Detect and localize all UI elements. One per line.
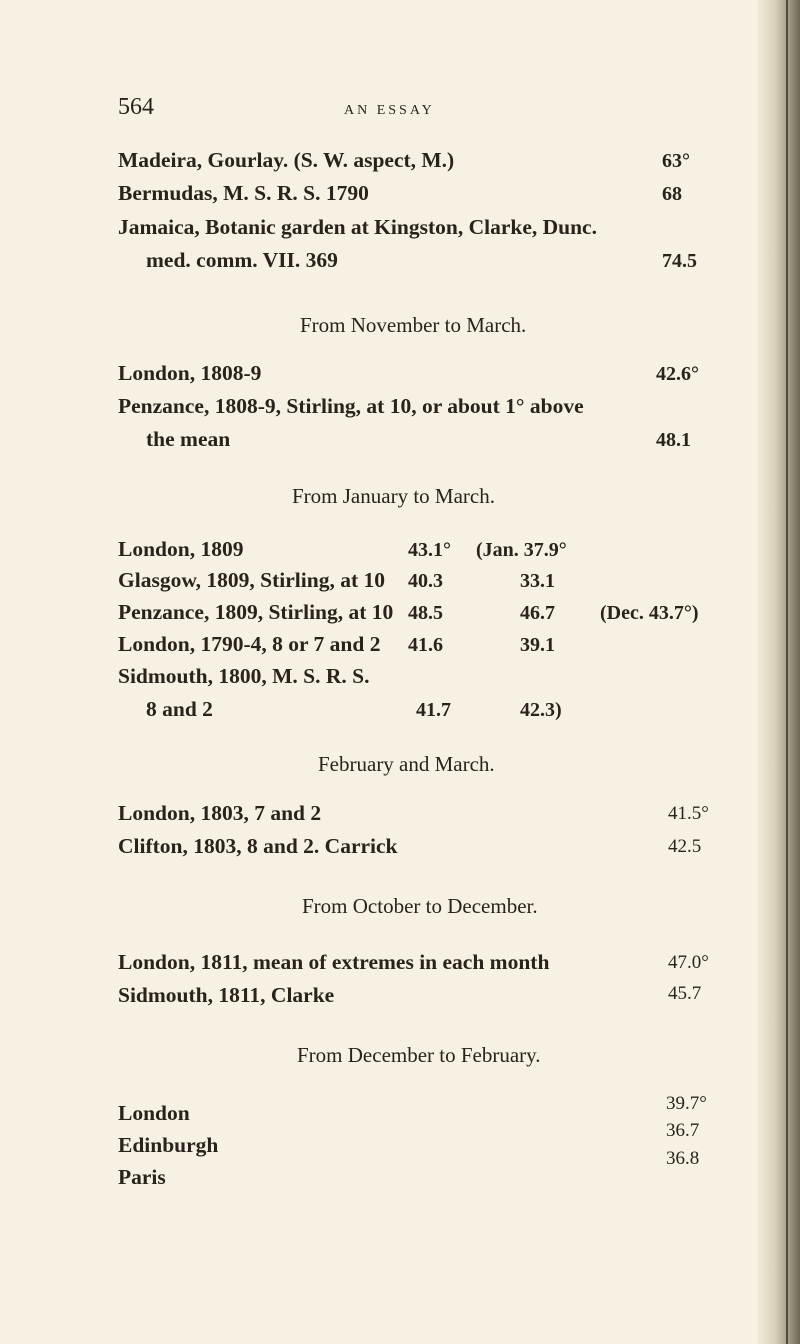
value-penzance-1809-dec: (Dec. 43.7°) [600,602,699,624]
value-london-1808: 42.6° [656,363,699,385]
page-number: 564 [118,94,154,120]
entry-london-1790: London, 1790-4, 8 or 7 and 2 [118,632,381,656]
value-sidmouth-1800-a: 41.7 [416,699,451,721]
value-london: 39.7° [666,1093,707,1114]
heading-oct-dec: From October to December. [302,894,538,918]
page-binding-edge [758,0,800,1344]
binding-shadow-line [786,0,788,1344]
value-london-1811: 47.0° [668,952,709,973]
heading-dec-feb: From December to February. [297,1043,541,1067]
heading-jan-mar: From January to March. [292,484,495,508]
value-paris: 36.8 [666,1148,700,1169]
entry-london-1808: London, 1808-9 [118,361,262,385]
value-london-1809-a: 43.1° [408,539,451,561]
entry-jamaica: Jamaica, Botanic garden at Kingston, Clarke, Dunc. [118,215,597,239]
value-clifton-1803: 42.5 [668,836,702,857]
heading-nov-mar: From November to March. [300,313,527,337]
heading-feb-mar: February and March. [318,752,495,776]
entry-jamaica-cont: med. comm. VII. 369 [146,248,338,272]
entry-sidmouth-1811: Sidmouth, 1811, Clarke [118,983,335,1007]
entry-clifton-1803: Clifton, 1803, 8 and 2. Carrick [118,834,398,858]
entry-penzance-1808: Penzance, 1808-9, Stirling, at 10, or about 1° above [118,394,584,418]
entry-bermudas: Bermudas, M. S. R. S. 1790 [118,181,369,205]
value-penzance-1809-b: 46.7 [520,602,555,624]
value-glasgow-1809-a: 40.3 [408,570,443,592]
entry-london-1803: London, 1803, 7 and 2 [118,801,322,825]
value-penzance-1809-a: 48.5 [408,602,443,624]
entry-penzance-1808-cont: the mean [146,427,231,451]
value-london-1803: 41.5° [668,803,709,824]
value-jamaica: 74.5 [662,250,697,272]
entry-madeira: Madeira, Gourlay. (S. W. aspect, M.) [118,148,455,172]
value-london-1790-b: 39.1 [520,634,555,656]
running-head: AN ESSAY [344,103,435,118]
entry-penzance-1809: Penzance, 1809, Stirling, at 10 [118,600,394,624]
value-penzance-1808: 48.1 [656,429,691,451]
entry-paris: Paris [118,1165,166,1189]
value-bermudas: 68 [662,183,682,205]
entry-sidmouth-1800: Sidmouth, 1800, M. S. R. S. [118,664,370,688]
entry-london-1811: London, 1811, mean of extremes in each month [118,950,550,974]
entry-glasgow-1809: Glasgow, 1809, Stirling, at 10 [118,568,385,592]
entry-london-1809: London, 1809 [118,537,244,561]
entry-london: London [118,1101,190,1125]
value-london-1809-b: (Jan. 37.9° [476,539,567,561]
value-glasgow-1809-b: 33.1 [520,570,555,592]
entry-sidmouth-1800-cont: 8 and 2 [146,697,213,721]
value-madeira: 63° [662,150,690,172]
value-sidmouth-1811: 45.7 [668,983,702,1004]
value-london-1790-a: 41.6 [408,634,443,656]
value-edinburgh: 36.7 [666,1120,700,1141]
value-sidmouth-1800-b: 42.3) [520,699,562,721]
entry-edinburgh: Edinburgh [118,1133,219,1157]
